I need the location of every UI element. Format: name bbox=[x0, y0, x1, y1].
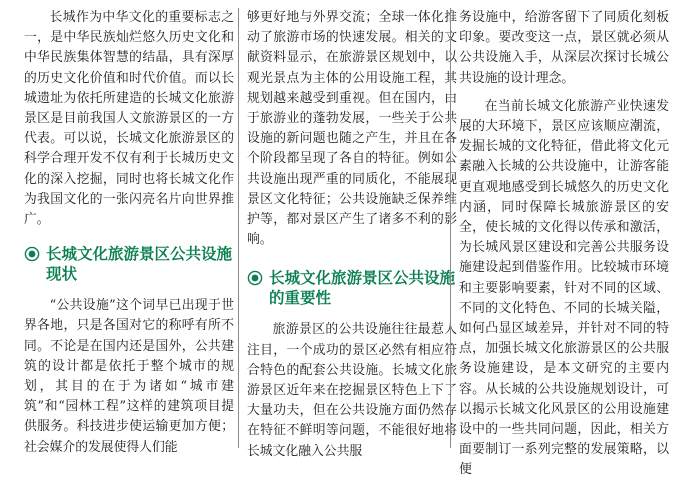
body-paragraph: “公共设施”这个词早已出现于世界各地，只是各国对它的称呼有所不同。不论是在国内还是国外，公共建筑的设计都是依托于整个城市的规划，其目的在于为诸如“城市建筑”和“园林工程”这样的建筑项目提供服务。科技进步使运输更加方便；社会媒介的发展使得人们能 bbox=[24, 298, 234, 455]
intro-paragraph: 长城作为中华文化的重要标志之一，是中华民族灿烂悠久历史文化和中华民族集体智慧的结晶，具有深厚的历史文化价值和时代价值。而以长城遗址为依托所建造的长城文化旅游景区是目前我国人文旅游景区的一方代表。可以说，长城文化旅游景区的科学合理开发不仅有利于长城历史文化的深入挖掘，同时也将长城文化作为我国文化的一张闪亮名片向世界推广。 bbox=[24, 10, 234, 228]
target-circle-icon bbox=[24, 246, 40, 262]
section-heading-status bbox=[24, 244, 234, 284]
target-circle-icon bbox=[247, 270, 263, 286]
section-heading-text: 长城文化旅游景区公共设施现状 bbox=[46, 245, 233, 284]
body-paragraph: 在当前长城文化旅游产业快速发展的大环境下，景区应该顺应潮流，发掘长城的文化特征，借此将文化元素融入长城的公共设施中，让游客能更直观地感受到长城悠久的历史文化内涵，同时保障长城旅游景区的安全，使长城的文化得以传承和激活，为长城风景区建设和完善公共服务设施建设起到借鉴作用。比较城市环境和主要影响要素，针对不同的区域、不同的文化特色、不同的长城关隘，如何凸显区域差异，并针对不同的特点，加强长城文化旅游景区的公共服务设施建设，是本文研究的主要内容。从长城的公共设施规划设计，可以揭示长城文化风景区的公用设施建设中的一些共同问题，因此，相关方面要制订一系列完整的发展策略，以便 bbox=[459, 98, 669, 478]
column-divider bbox=[450, 8, 451, 448]
column-3 bbox=[459, 8, 669, 481]
continued-paragraph: 务设施中，给游客留下了同质化刻板印象。要改变这一点，景区就必须从公共设施入手，从深层次探讨长城公共设施的设计理念。 bbox=[459, 10, 669, 86]
section-heading-importance bbox=[247, 268, 457, 308]
column-divider bbox=[238, 8, 239, 448]
column-1 bbox=[24, 8, 234, 458]
body-paragraph: 旅游景区的公共设施往往最惹人注目，一个成功的景区必然有相应符合特色的配套公共设施。长城文化旅游景区近年来在挖掘景区特色上下了大量功夫，但在公共设施方面仍然存在特征不鲜明等问题，不能很好地将长城文化融入公共服 bbox=[247, 322, 457, 459]
column-2 bbox=[247, 8, 457, 462]
section-heading-text: 长城文化旅游景区公共设施的重要性 bbox=[269, 269, 456, 308]
continued-paragraph: 够更好地与外界交流；全球一体化推动了旅游市场的快速发展。相关的文献资料显示，在旅游景区规划中，以观光景点为主体的公用设施工程，其规划越来越受到重视。但在国内，由于旅游业的蓬勃发展，一些关于公共设施的新问题也随之产生，并且在各个阶段都呈现了各自的特征。例如公共设施出现严重的同质化，不能展现景区文化特征；公共设施缺乏保养维护等，都对景区产生了诸多不利的影响。 bbox=[247, 10, 457, 248]
